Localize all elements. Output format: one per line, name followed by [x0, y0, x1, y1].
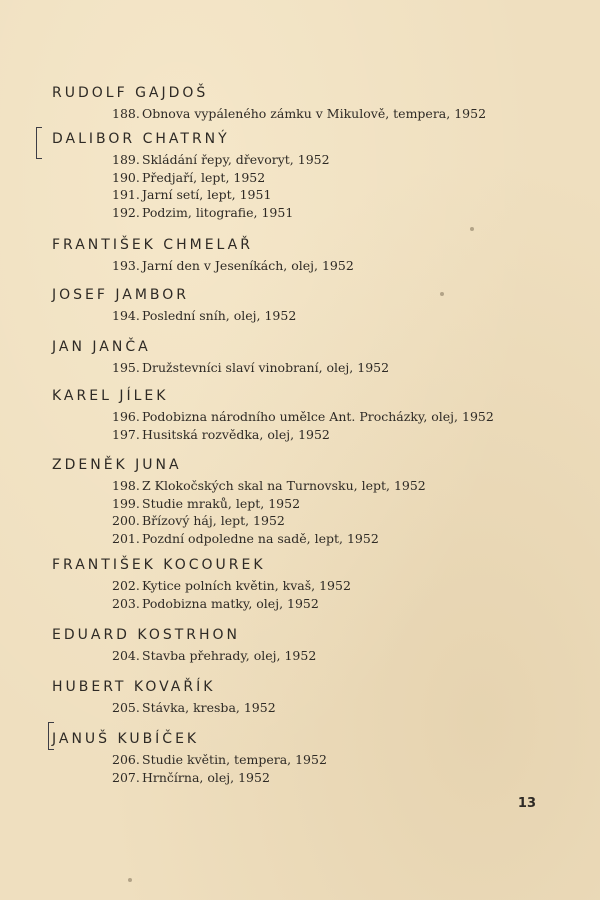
artwork-number: 201.: [112, 530, 140, 546]
artist-name: ZDENĚK JUNA: [52, 457, 182, 473]
artwork-number: 190.: [112, 169, 140, 185]
artwork-entry: [112, 409, 494, 424]
artwork-number: 188.: [112, 106, 140, 121]
artwork-entry: [112, 513, 285, 528]
artwork-entry: [112, 170, 265, 185]
artwork-number: 194.: [112, 308, 140, 323]
artist-name: HUBERT KOVAŘÍK: [52, 679, 216, 695]
artwork-title: Hrnčírna, olej, 1952: [142, 769, 270, 785]
artwork-number: 198.: [112, 478, 140, 493]
artwork-number: 195.: [112, 360, 140, 375]
artwork-entry: [112, 478, 426, 493]
artwork-number: 193.: [112, 258, 140, 273]
artwork-entry: [112, 700, 276, 715]
artwork-number: 207.: [112, 769, 140, 785]
artwork-number: 189.: [112, 152, 140, 167]
artist-name: KAREL JÍLEK: [52, 388, 169, 404]
paper-speck: [128, 878, 132, 882]
artist-name: EDUARD KOSTRHON: [52, 627, 241, 643]
artwork-number: 197.: [112, 426, 140, 442]
artwork-title: Obnova vypáleného zámku v Mikulově, tempera, 1952: [142, 106, 487, 121]
artwork-entry: [112, 578, 351, 593]
artwork-entry: [112, 360, 389, 375]
artwork-title: Kytice polních květin, kvaš, 1952: [142, 578, 351, 593]
artwork-title: Skládání řepy, dřevoryt, 1952: [142, 152, 330, 167]
artwork-entry: [112, 152, 330, 167]
artwork-entry: [112, 205, 293, 220]
artwork-number: 206.: [112, 752, 140, 767]
artwork-title: Stávka, kresba, 1952: [142, 700, 276, 715]
artwork-title: Předjaří, lept, 1952: [142, 169, 266, 185]
pencil-mark: [36, 127, 42, 159]
artist-name: JOSEF JAMBOR: [52, 287, 190, 303]
artwork-number: 196.: [112, 409, 140, 424]
artist-name: JANUŠ KUBÍČEK: [52, 731, 200, 747]
artwork-entry: [112, 106, 486, 121]
artwork-entry: [112, 752, 327, 767]
artwork-title: Husitská rozvědka, olej, 1952: [142, 426, 330, 442]
artwork-title: Poslední sníh, olej, 1952: [142, 308, 297, 323]
artwork-title: Břízový háj, lept, 1952: [142, 513, 285, 528]
artwork-entry: [112, 308, 296, 323]
artwork-title: Z Klokočských skal na Turnovsku, lept, 1952: [142, 478, 426, 493]
artwork-title: Stavba přehrady, olej, 1952: [142, 648, 317, 663]
artwork-entry: [112, 596, 319, 611]
artist-name: DALIBOR CHATRNÝ: [52, 131, 230, 147]
artwork-entry: [112, 496, 300, 511]
paper-speck: [470, 227, 474, 231]
artist-name: JAN JANČA: [52, 339, 151, 355]
artwork-entry: [112, 770, 270, 785]
pencil-mark: [48, 722, 54, 750]
artwork-number: 205.: [112, 700, 140, 715]
artwork-title: Jarní setí, lept, 1951: [142, 187, 272, 202]
artwork-number: 200.: [112, 513, 140, 528]
page-number: 13: [517, 796, 536, 811]
artwork-number: 191.: [112, 187, 140, 202]
artwork-title: Podobizna matky, olej, 1952: [142, 595, 319, 611]
artwork-entry: [112, 187, 271, 202]
artwork-title: Jarní den v Jeseníkách, olej, 1952: [142, 258, 354, 273]
artwork-entry: [112, 648, 316, 663]
artwork-title: Studie květin, tempera, 1952: [142, 752, 327, 767]
artist-name: FRANTIŠEK CHMELAŘ: [52, 237, 253, 253]
paper-speck: [440, 292, 444, 296]
artwork-entry: [112, 531, 379, 546]
artwork-entry: [112, 427, 330, 442]
artwork-number: 204.: [112, 648, 140, 663]
artwork-number: 199.: [112, 495, 140, 511]
artwork-number: 192.: [112, 204, 140, 220]
artist-name: RUDOLF GAJDOŠ: [52, 85, 209, 101]
artwork-title: Studie mraků, lept, 1952: [142, 495, 301, 511]
artwork-title: Podobizna národního umělce Ant. Procházky, olej, 1952: [142, 409, 494, 424]
artist-name: FRANTIŠEK KOCOUREK: [52, 557, 266, 573]
artwork-number: 202.: [112, 578, 140, 593]
artwork-title: Pozdní odpoledne na sadě, lept, 1952: [142, 530, 379, 546]
artwork-number: 203.: [112, 595, 140, 611]
artwork-title: Družstevníci slaví vinobraní, olej, 1952: [142, 360, 390, 375]
artwork-title: Podzim, litografie, 1951: [142, 204, 294, 220]
artwork-entry: [112, 258, 354, 273]
